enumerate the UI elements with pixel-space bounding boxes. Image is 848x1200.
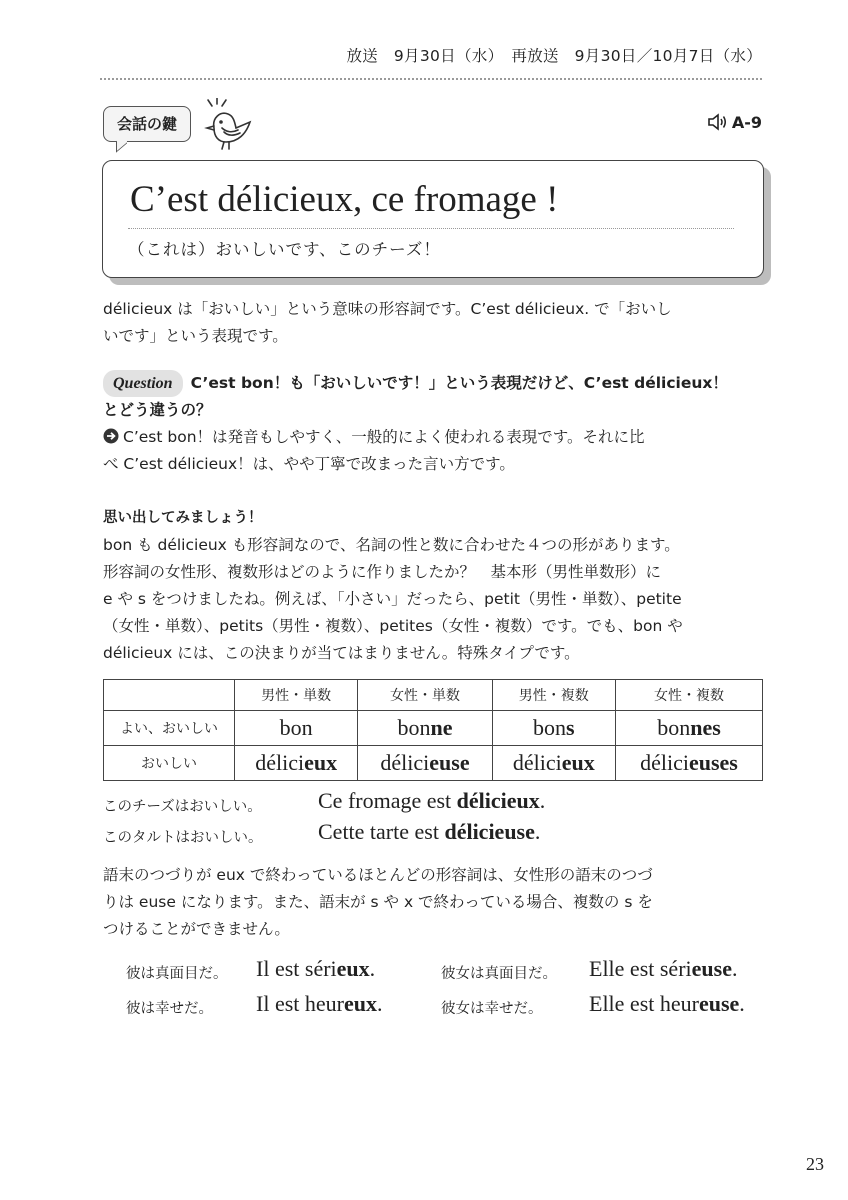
bird-icon <box>198 98 256 150</box>
pair-french: Elle est heureuse. <box>589 991 745 1016</box>
table-cell: délicieux <box>492 746 615 781</box>
remember-line: e や s をつけましたね。例えば、「小さい」だったら、petit（男性・単数）、petite <box>103 590 682 608</box>
table-cell: bonnes <box>615 711 762 746</box>
broadcast-schedule: 放送 9月30日（水） 再放送 9月30日／10月7日（水） <box>346 47 762 65</box>
question-line: とどう違うの？ <box>103 401 212 419</box>
table-cell: délicieuses <box>615 746 762 781</box>
rule-line: 語末のつづりが eux で終わっているほとんどの形容詞は、女性形の語末のつづ <box>103 866 653 884</box>
rule-paragraph <box>103 862 767 943</box>
answer-line <box>103 424 767 451</box>
intro-paragraph <box>103 296 767 350</box>
arrow-circle-icon <box>103 428 119 444</box>
pair-french: Elle est sérieuse. <box>589 956 738 981</box>
section-badge: 会話の鍵 <box>103 106 191 142</box>
rule-line: りは euse になります。また、語末が s や x で終わっている場合、複数の s を <box>103 893 653 911</box>
table-cell: délicieux <box>235 746 358 781</box>
example-french: Ce fromage est délicieux. <box>318 788 546 813</box>
remember-block <box>103 505 767 667</box>
question-tag: Question <box>103 370 183 397</box>
table-header: 女性・単数 <box>358 680 492 711</box>
key-phrase-french: C’est délicieux, ce fromage ! <box>130 179 559 220</box>
pair-japanese: 彼は真面目だ。 <box>126 966 228 982</box>
example-japanese: このチーズはおいしい。 <box>103 799 262 815</box>
row-label: よい、おいしい <box>104 711 235 746</box>
remember-heading: 思い出してみましょう！ <box>103 510 263 526</box>
remember-line: délicieux には、この決まりが当てはまりません。特殊タイプです。 <box>103 644 580 662</box>
pair-french: Il est sérieux. <box>256 956 376 981</box>
rule-line: つけることができません。 <box>103 920 290 938</box>
table-header-corner <box>104 680 235 711</box>
table-header: 女性・複数 <box>615 680 762 711</box>
key-phrase-japanese: （これは）おいしいです、このチーズ！ <box>128 240 441 259</box>
track-label: A-9 <box>731 113 762 132</box>
pair-japanese: 彼女は幸せだ。 <box>441 1001 543 1017</box>
page-number: 23 <box>806 1154 824 1174</box>
header-divider <box>100 78 762 80</box>
table-header: 男性・複数 <box>492 680 615 711</box>
question-block <box>103 370 767 478</box>
pair-japanese: 彼女は真面目だ。 <box>441 966 557 982</box>
pair-japanese: 彼は幸せだ。 <box>126 1001 213 1017</box>
example-french: Cette tarte est délicieuse. <box>318 819 541 844</box>
answer-text: C’est bon！は発音もしやすく、一般的によく使われる表現です。それに比 <box>123 428 645 446</box>
speaker-icon <box>707 113 727 131</box>
pair-french: Il est heureux. <box>256 991 383 1016</box>
table-cell: délicieuse <box>358 746 492 781</box>
table-row <box>104 711 763 746</box>
intro-line: délicieux は「おいしい」という意味の形容詞です。C’est délicieux. で「おいし <box>103 300 672 318</box>
table-cell: bon <box>235 711 358 746</box>
remember-line: 形容詞の女性形、複数形はどのように作りましたか？ 基本形（男性単数形）に <box>103 563 662 581</box>
title-divider <box>128 228 734 229</box>
example-japanese: このタルトはおいしい。 <box>103 830 263 846</box>
remember-line: bon も délicieux も形容詞なので、名詞の性と数に合わせた４つの形があります。 <box>103 536 680 554</box>
table-header: 男性・単数 <box>235 680 358 711</box>
audio-track[interactable] <box>707 113 762 132</box>
table-row <box>104 746 763 781</box>
table-cell: bons <box>492 711 615 746</box>
question-text: C’est bon！も「おいしいです！」という表現だけど、C’est délicieux！ <box>190 374 728 392</box>
row-label: おいしい <box>104 746 235 781</box>
table-cell: bonne <box>358 711 492 746</box>
question-line <box>103 370 767 397</box>
answer-line: べ C’est délicieux！は、やや丁寧で改まった言い方です。 <box>103 455 515 473</box>
remember-line: （女性・単数）、petits（男性・複数）、petites（女性・複数）です。でも、bon や <box>103 617 683 635</box>
intro-line: いです」という表現です。 <box>103 327 288 345</box>
adjective-forms-table <box>103 679 763 781</box>
